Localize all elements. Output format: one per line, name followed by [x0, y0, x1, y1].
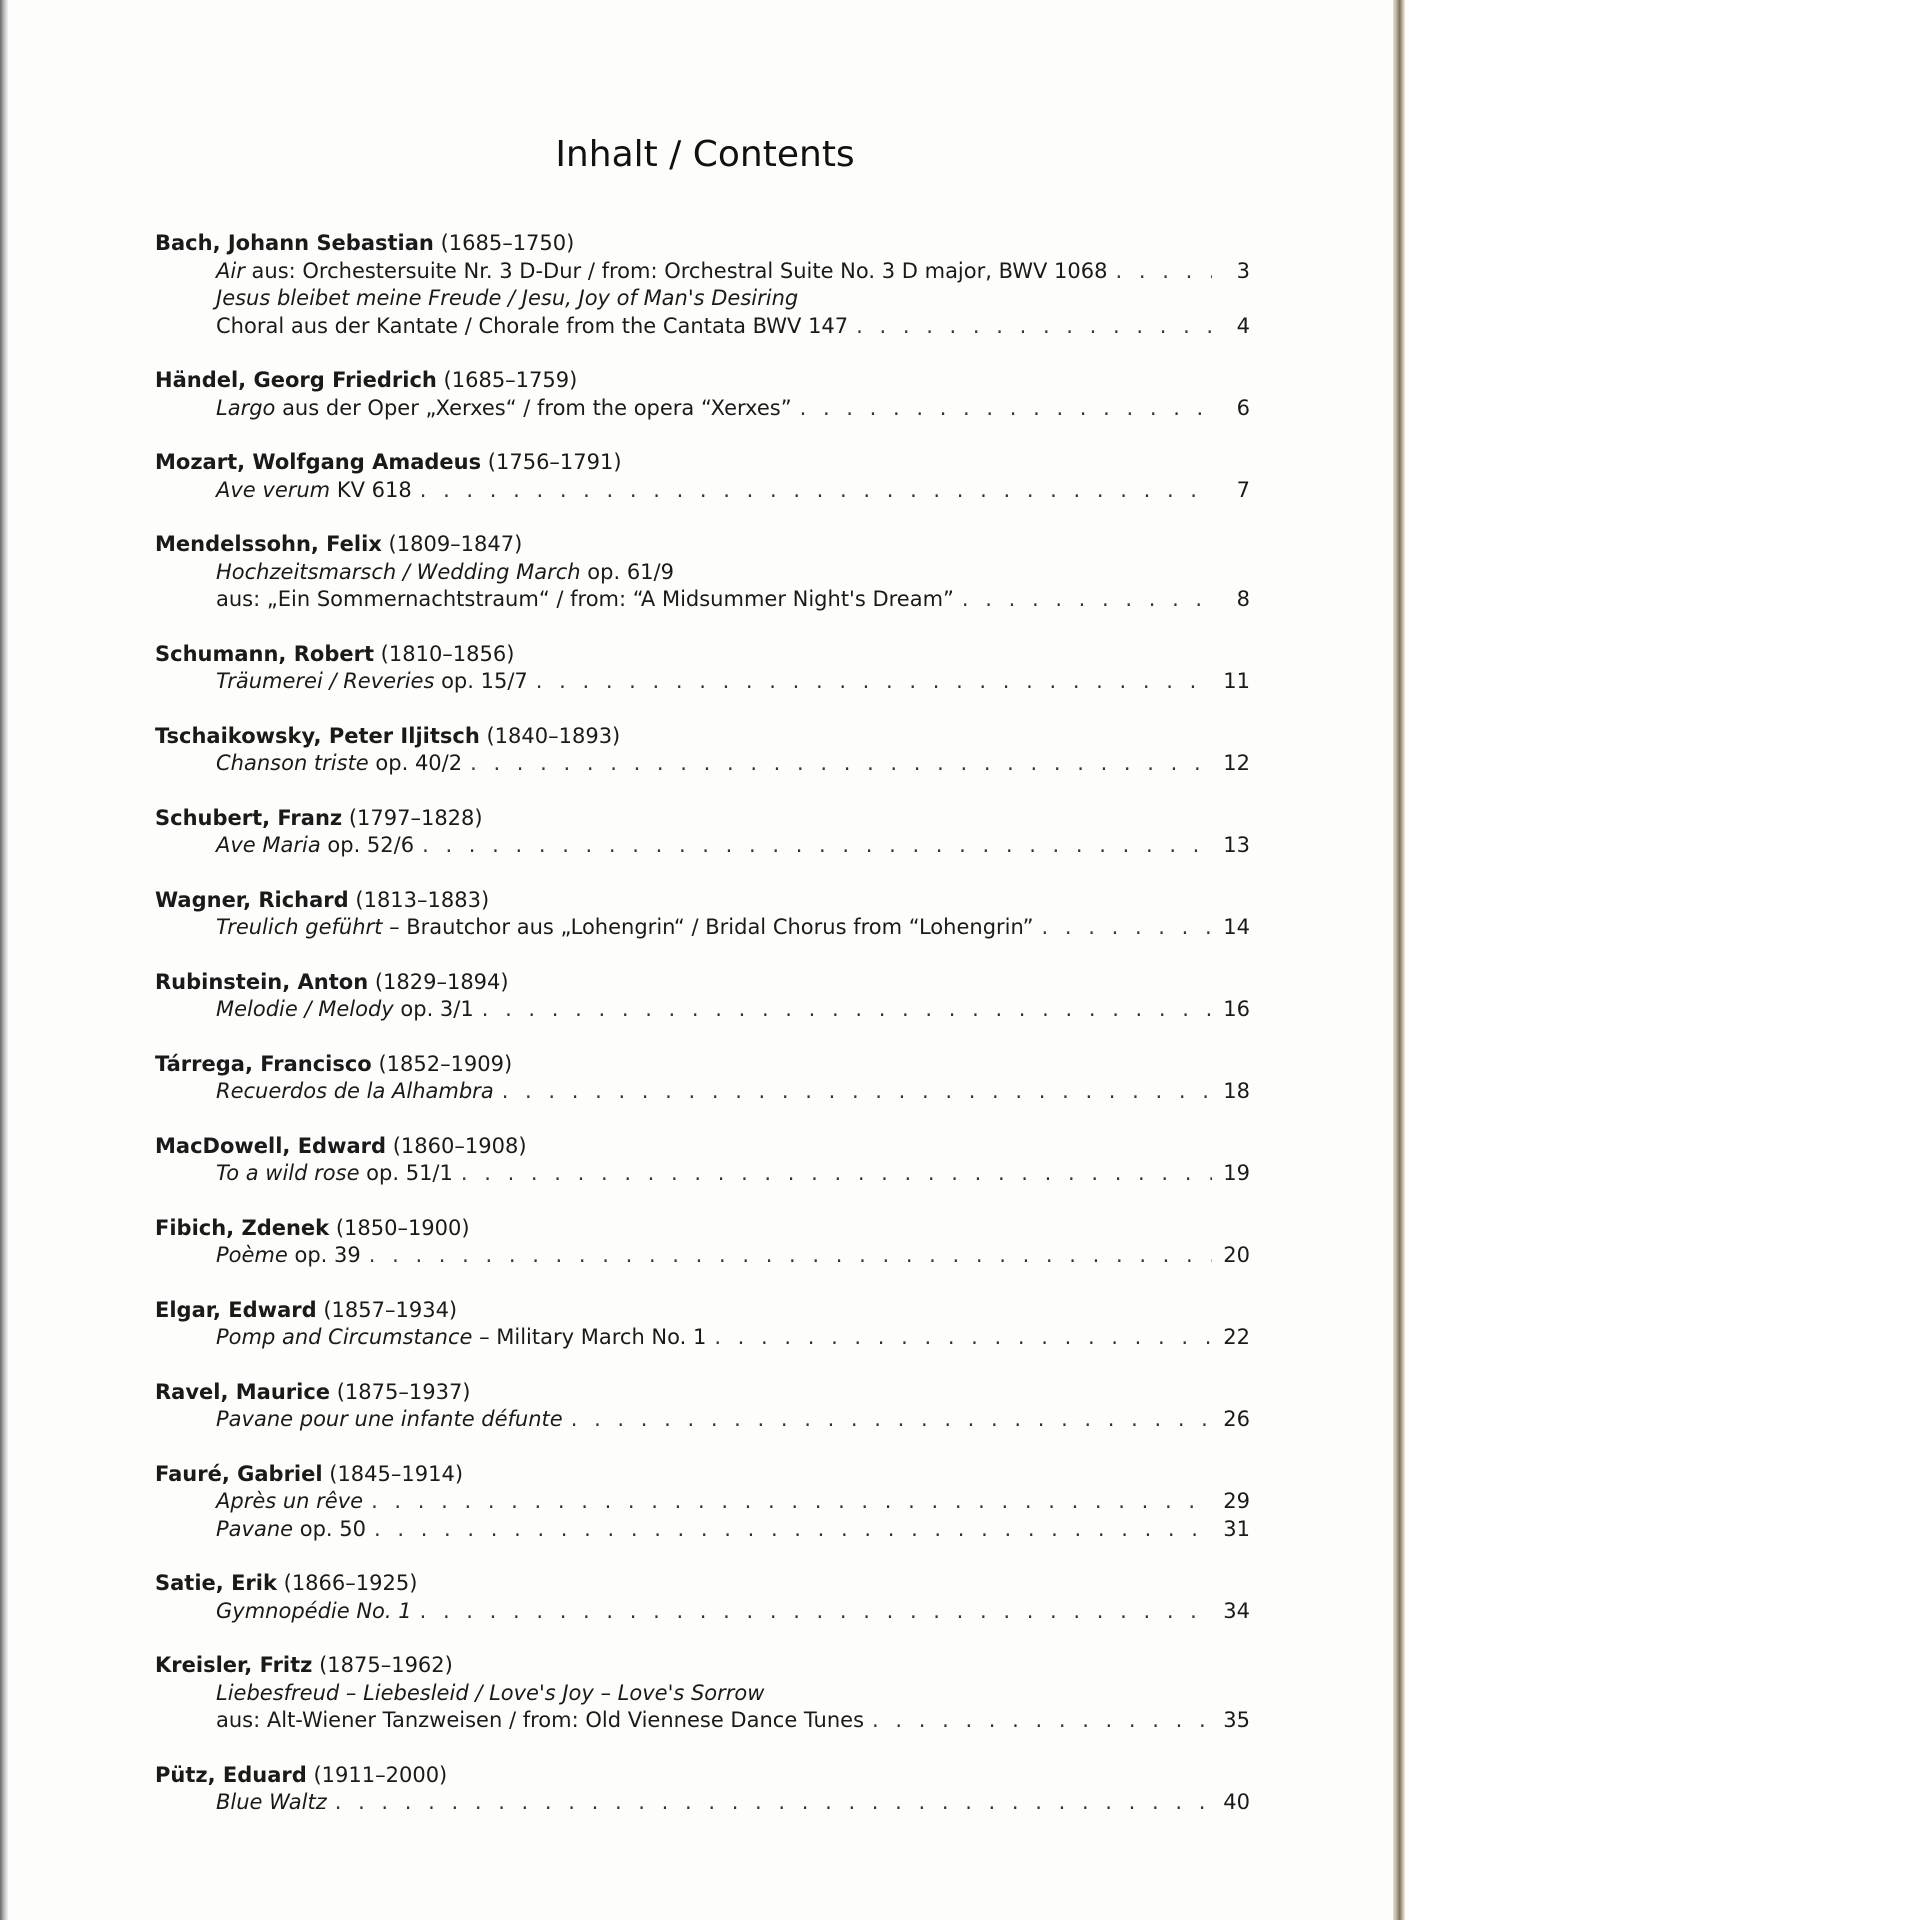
composer-dates: (1866–1925) [283, 1571, 418, 1595]
dot-leader [714, 1324, 1212, 1352]
work-row [216, 1516, 1250, 1544]
composer-heading [155, 723, 1250, 751]
composer-name: Schubert, Franz [155, 805, 343, 830]
work-label [216, 914, 1034, 942]
composer-name: Händel, Georg Friedrich [155, 368, 437, 392]
toc-entry [155, 367, 1250, 422]
work-title: Air [216, 258, 245, 283]
work-detail: aus: „Ein Sommernachtstraum“ / from: “A Midsummer Night's Dream” [216, 587, 954, 611]
work-row [216, 258, 1250, 286]
work-title: Jesus bleibet meine Freude / Jesu, Joy of Man's Desiring [216, 286, 799, 310]
page-number: 19 [1223, 1161, 1250, 1185]
composer-name: Fibich, Zdenek [155, 1215, 330, 1240]
work-detail: op. 52/6 [320, 833, 415, 857]
composer-name: Fauré, Gabriel [155, 1461, 323, 1486]
work-row [216, 1242, 1250, 1270]
work-label [216, 313, 848, 341]
page-number: 13 [1223, 833, 1250, 857]
work-label [216, 996, 474, 1024]
work-row [216, 1406, 1250, 1434]
work-row [216, 1078, 1250, 1106]
page-number: 20 [1223, 1243, 1250, 1267]
work-label [216, 750, 462, 778]
composer-name: Mozart, Wolfgang Amadeus [155, 450, 482, 474]
work-title: Melodie / Melody [216, 997, 394, 1021]
page-number: 22 [1223, 1325, 1250, 1349]
work-row [216, 586, 1250, 614]
dot-leader [502, 1078, 1212, 1106]
composer-name: Elgar, Edward [155, 1297, 317, 1322]
composer-dates: (1756–1791) [487, 450, 622, 474]
dot-leader [335, 1789, 1212, 1817]
work-label [216, 477, 412, 505]
work-row [216, 395, 1250, 423]
dot-leader [872, 1707, 1212, 1735]
composer-dates: (1875–1962) [319, 1653, 453, 1677]
dot-leader [1116, 258, 1212, 286]
work-title: Recuerdos de la Alhambra [216, 1079, 494, 1103]
composer-heading [155, 367, 1250, 395]
work-row [216, 1789, 1250, 1817]
work-row [216, 996, 1250, 1024]
composer-heading [155, 1762, 1250, 1790]
work-detail: op. 51/1 [359, 1161, 453, 1185]
toc-entry [155, 1570, 1250, 1625]
toc-entry [155, 723, 1250, 778]
dot-leader [461, 1160, 1212, 1188]
dot-leader [422, 832, 1212, 860]
composer-dates: (1911–2000) [313, 1762, 448, 1787]
dot-leader [371, 1488, 1212, 1516]
work-label [216, 258, 1108, 286]
composer-heading [155, 1461, 1250, 1489]
work-row [216, 1324, 1250, 1352]
composer-dates: (1797–1828) [348, 805, 483, 830]
composer-dates: (1810–1856) [380, 641, 515, 666]
table-of-contents [155, 230, 1250, 1844]
toc-entry [155, 531, 1250, 614]
composer-heading [155, 887, 1250, 915]
toc-entry [155, 1215, 1250, 1270]
work-detail: op. 50 [293, 1516, 366, 1541]
composer-heading [155, 449, 1250, 477]
composer-name: Schumann, Robert [155, 641, 374, 666]
toc-entry [155, 1133, 1250, 1188]
composer-dates: (1845–1914) [329, 1461, 464, 1486]
composer-dates: (1875–1937) [336, 1379, 471, 1404]
work-title: Gymnopédie No. 1 [216, 1598, 412, 1623]
toc-entry [155, 969, 1250, 1024]
toc-entry [155, 805, 1250, 860]
toc-entry [155, 641, 1250, 696]
composer-heading [155, 1652, 1250, 1680]
composer-heading [155, 1570, 1250, 1598]
page-number: 12 [1223, 751, 1250, 775]
page-number: 8 [1236, 587, 1250, 611]
toc-entry [155, 1652, 1250, 1735]
work-opus: op. 61/9 [580, 559, 674, 584]
work-title: Blue Waltz [216, 1790, 327, 1814]
page-number: 40 [1223, 1790, 1250, 1814]
composer-dates: (1829–1894) [374, 969, 509, 994]
work-detail: – Brautchor aus „Lohengrin“ / Bridal Chorus from “Lohengrin” [382, 915, 1034, 939]
work-label [216, 832, 414, 860]
composer-heading [155, 969, 1250, 997]
work-detail: KV 618 [330, 477, 412, 502]
composer-name: Kreisler, Fritz [155, 1653, 313, 1677]
work-row [216, 1160, 1250, 1188]
work-detail: op. 39 [287, 1243, 361, 1267]
work-label [216, 668, 528, 696]
page-number: 16 [1223, 997, 1250, 1021]
work-label [216, 1516, 366, 1544]
dot-leader [369, 1242, 1212, 1270]
composer-name: Mendelssohn, Felix [155, 532, 382, 556]
composer-dates: (1840–1893) [486, 723, 621, 748]
work-detail: aus der Oper „Xerxes“ / from the opera “Xerxes” [275, 395, 792, 420]
work-row [216, 1488, 1250, 1516]
composer-name: Tschaikowsky, Peter Iljitsch [155, 723, 480, 748]
work-label [216, 1598, 412, 1626]
work-title: To a wild rose [216, 1161, 360, 1185]
toc-entry [155, 449, 1250, 504]
composer-heading [155, 641, 1250, 669]
composer-heading [155, 531, 1250, 559]
page-left-edge [0, 0, 8, 1920]
work-title: Après un rêve [216, 1489, 364, 1513]
work-label [216, 395, 792, 423]
composer-dates: (1857–1934) [323, 1297, 458, 1322]
dot-leader [536, 668, 1212, 696]
work-title: Poème [216, 1243, 288, 1267]
composer-name: Satie, Erik [155, 1571, 277, 1595]
page-number: 34 [1223, 1598, 1250, 1623]
work-row [216, 1707, 1250, 1735]
composer-heading [155, 230, 1250, 258]
work-title-line [216, 1680, 1250, 1708]
work-detail: aus: Orchestersuite Nr. 3 D-Dur / from: Orchestral Suite No. 3 D major, BWV 1068 [244, 258, 1108, 283]
page-title: Inhalt / Contents [555, 134, 855, 175]
work-row [216, 1598, 1250, 1626]
work-row [216, 750, 1250, 778]
page-number: 26 [1223, 1407, 1250, 1431]
composer-heading [155, 1133, 1250, 1161]
toc-entry [155, 1461, 1250, 1544]
work-title: Träumerei / Reveries [216, 669, 435, 693]
work-detail: aus: Alt-Wiener Tanzweisen / from: Old Viennese Dance Tunes [216, 1708, 865, 1732]
page-number: 6 [1236, 395, 1250, 420]
work-title: Liebesfreud – Liebesleid / Love's Joy – Love's Sorrow [216, 1680, 765, 1705]
work-detail: – Military March No. 1 [472, 1325, 707, 1349]
work-title: Pavane pour une infante défunte [216, 1407, 563, 1431]
work-title: Ave verum [216, 477, 331, 502]
composer-heading [155, 1379, 1250, 1407]
work-detail: Choral aus der Kantate / Chorale from the Cantata BWV 147 [216, 313, 849, 338]
work-label [216, 586, 954, 614]
toc-entry [155, 1051, 1250, 1106]
toc-entry [155, 1762, 1250, 1817]
work-label [216, 1488, 363, 1516]
work-title: Treulich geführt [216, 915, 383, 939]
composer-name: Bach, Johann Sebastian [155, 231, 434, 255]
page-number: 11 [1223, 669, 1250, 693]
work-row [216, 914, 1250, 942]
composer-name: Rubinstein, Anton [155, 969, 369, 994]
work-detail: op. 40/2 [368, 751, 463, 775]
composer-dates: (1809–1847) [388, 532, 523, 556]
work-title: Largo [216, 395, 276, 420]
work-title-line [216, 559, 1250, 587]
page-number: 31 [1223, 1516, 1250, 1541]
work-title: Chanson triste [216, 751, 369, 775]
dot-leader [1042, 914, 1212, 942]
dot-leader [374, 1516, 1212, 1544]
dot-leader [962, 586, 1212, 614]
dot-leader [571, 1406, 1212, 1434]
composer-dates: (1850–1900) [335, 1215, 470, 1240]
composer-name: Pütz, Eduard [155, 1762, 307, 1787]
work-label [216, 1242, 361, 1270]
composer-dates: (1685–1750) [440, 231, 575, 255]
page-number: 14 [1223, 915, 1250, 939]
work-title: Ave Maria [216, 833, 321, 857]
composer-dates: (1685–1759) [443, 368, 578, 392]
page-number: 35 [1223, 1708, 1250, 1732]
toc-entry [155, 1379, 1250, 1434]
composer-name: MacDowell, Edward [155, 1133, 387, 1158]
work-row [216, 477, 1250, 505]
work-title: Hochzeitsmarsch / Wedding March [216, 559, 581, 584]
work-label [216, 1406, 563, 1434]
toc-entry [155, 887, 1250, 942]
page-number: 4 [1236, 313, 1250, 338]
composer-heading [155, 1215, 1250, 1243]
composer-name: Wagner, Richard [155, 887, 349, 912]
work-title-line [216, 285, 1250, 313]
work-detail: op. 15/7 [434, 669, 528, 693]
work-label [216, 1707, 864, 1735]
dot-leader [800, 395, 1212, 423]
book-spine [1393, 0, 1405, 1920]
composer-heading [155, 1051, 1250, 1079]
toc-entry [155, 1297, 1250, 1352]
work-label [216, 1078, 494, 1106]
work-title: Pomp and Circumstance [216, 1325, 473, 1349]
work-label [216, 1789, 327, 1817]
page-number: 29 [1223, 1489, 1250, 1513]
composer-heading [155, 805, 1250, 833]
toc-entry [155, 230, 1250, 340]
composer-name: Tárrega, Francisco [155, 1051, 372, 1076]
work-row [216, 313, 1250, 341]
work-label [216, 1324, 706, 1352]
dot-leader [420, 1598, 1212, 1626]
dot-leader [420, 477, 1212, 505]
dot-leader [470, 750, 1212, 778]
work-title: Pavane [216, 1516, 294, 1541]
dot-leader [856, 313, 1212, 341]
work-label [216, 1160, 453, 1188]
composer-name: Ravel, Maurice [155, 1379, 331, 1404]
work-detail: op. 3/1 [393, 997, 474, 1021]
dot-leader [482, 996, 1212, 1024]
page-number: 3 [1236, 258, 1250, 283]
work-row [216, 832, 1250, 860]
composer-dates: (1860–1908) [392, 1133, 527, 1158]
composer-dates: (1852–1909) [378, 1051, 513, 1076]
page-number: 7 [1236, 477, 1250, 502]
work-row [216, 668, 1250, 696]
page-number: 18 [1223, 1079, 1250, 1103]
composer-dates: (1813–1883) [355, 887, 490, 912]
composer-heading [155, 1297, 1250, 1325]
